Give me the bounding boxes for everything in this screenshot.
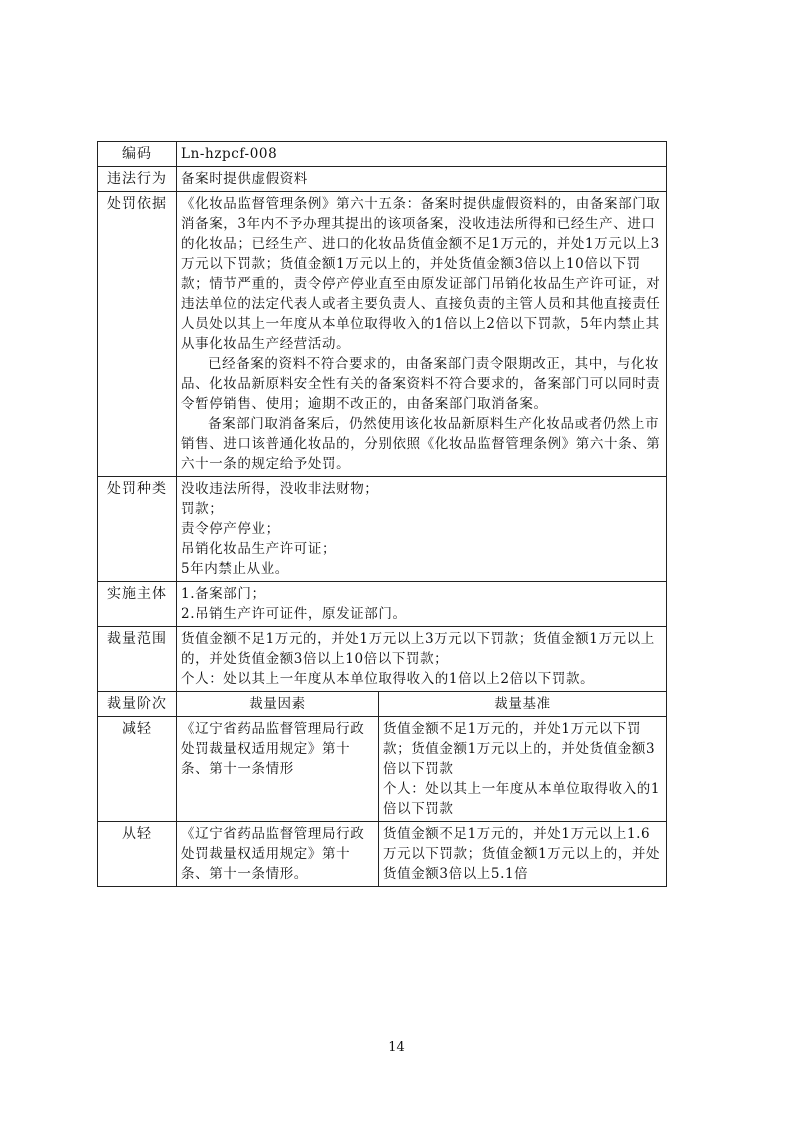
penalty-type: 吊销化妆品生产许可证； xyxy=(181,541,337,557)
violation-label: 违法行为 xyxy=(98,167,177,192)
range-label: 裁量范围 xyxy=(98,627,177,692)
subject-item: 1.备案部门； xyxy=(181,586,266,602)
code-row xyxy=(98,142,667,167)
penalty-type: 5年内禁止从业。 xyxy=(181,561,289,577)
penalty-type: 没收违法所得，没收非法财物； xyxy=(181,481,379,497)
types-row xyxy=(98,477,667,582)
level-factor: 《辽宁省药品监督管理局行政处罚裁量权适用规定》第十条、第十一条情形 xyxy=(177,717,379,822)
level-factor: 《辽宁省药品监督管理局行政处罚裁量权适用规定》第十条、第十一条情形。 xyxy=(177,822,379,887)
code-value: Ln-hzpcf-008 xyxy=(177,142,667,167)
subject-label: 实施主体 xyxy=(98,582,177,627)
level-standard xyxy=(379,717,667,822)
basis-label: 处罚依据 xyxy=(98,192,177,477)
violation-row xyxy=(98,167,667,192)
factor-header: 裁量因素 xyxy=(177,692,379,717)
level-header: 裁量阶次 xyxy=(98,692,177,717)
standard-line: 个人：处以其上一年度从本单位取得收入的1倍以下罚款 xyxy=(383,781,661,817)
level-name: 从轻 xyxy=(98,822,177,887)
penalty-type: 责令停产停业； xyxy=(181,521,280,537)
range-row xyxy=(98,627,667,692)
standard-line: 货值金额不足1万元的，并处1万元以下罚款；货值金额1万元以上的，并处货值金额3倍以下罚款 xyxy=(383,721,656,777)
penalty-table xyxy=(97,141,667,887)
basis-paragraph: 备案部门取消备案后，仍然使用该化妆品新原料生产化妆品或者仍然上市销售、进口该普通化妆品的，分别依照《化妆品监督管理条例》第六十条、第六十一条的规定给予处罚。 xyxy=(181,416,661,472)
code-label: 编码 xyxy=(98,142,177,167)
types-content xyxy=(177,477,667,582)
level-name: 减轻 xyxy=(98,717,177,822)
level-row-mitigated xyxy=(98,717,667,822)
basis-row xyxy=(98,192,667,477)
subject-content xyxy=(177,582,667,627)
subject-row xyxy=(98,582,667,627)
range-line: 货值金额不足1万元的，并处1万元以上3万元以下罚款；货值金额1万元以上的，并处货值金额3倍以上10倍以下罚款； xyxy=(181,631,655,667)
range-content xyxy=(177,627,667,692)
types-label: 处罚种类 xyxy=(98,477,177,582)
basis-paragraph: 已经备案的资料不符合要求的，由备案部门责令限期改正，其中，与化妆品、化妆品新原料安全性有关的备案资料不符合要求的，备案部门可以同时责令暂停销售、使用；逾期不改正的，由备案部门取消备案。 xyxy=(181,356,661,412)
level-header-row xyxy=(98,692,667,717)
basis-content xyxy=(177,192,667,477)
standard-header: 裁量基准 xyxy=(379,692,667,717)
level-standard xyxy=(379,822,667,887)
penalty-type: 罚款； xyxy=(181,501,224,517)
page-number: 14 xyxy=(388,1040,405,1055)
basis-paragraph: 《化妆品监督管理条例》第六十五条：备案时提供虚假资料的，由备案部门取消备案，3年内不予办理其提出的该项备案，没收违法所得和已经生产、进口的化妆品；已经生产、进口的化妆品货值金额不足1万元的，并处1万元以上3万元以下罚款；货值金额1万元以上的，并处货值金额3倍以上10倍以下罚款；情节严重的，责令停产停业直至由原发证部门吊销化妆品生产许可证，对违法单位的法定代表人或者主要负责人、直接负责的主管人员和其他直接责任人员处以其上一年度从本单位取得收入的1倍以上2倍以下罚款，5年内禁止其从事化妆品生产经营活动。 xyxy=(181,196,661,352)
level-row-lenient xyxy=(98,822,667,887)
range-line: 个人：处以其上一年度从本单位取得收入的1倍以上2倍以下罚款。 xyxy=(181,671,595,687)
subject-item: 2.吊销生产许可证件，原发证部门。 xyxy=(181,606,407,622)
standard-line: 货值金额不足1万元的，并处1万元以上1.6万元以下罚款；货值金额1万元以上的，并处货值金额3倍以上5.1倍 xyxy=(383,826,661,882)
violation-value: 备案时提供虚假资料 xyxy=(177,167,667,192)
